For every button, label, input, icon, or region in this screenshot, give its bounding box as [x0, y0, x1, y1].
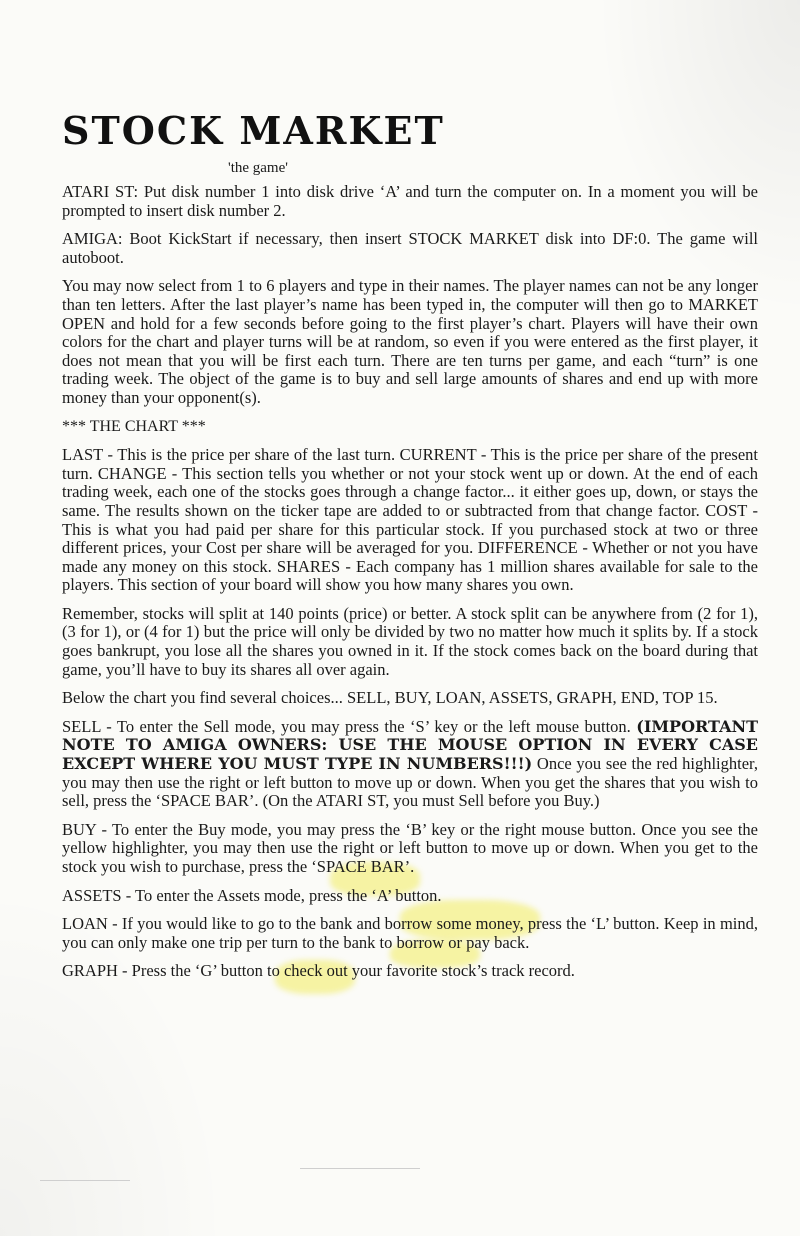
amiga-important-note: (IMPORTANT NOTE TO AMIGA OWNERS: USE THE MOUSE OPTION IN EVERY CASE EXCEPT WHERE YOU MUST TYPE IN NUMBERS!!!)	[62, 716, 759, 774]
footer-rule	[300, 1168, 420, 1169]
chart-heading: *** THE CHART ***	[62, 417, 206, 435]
sell-paragraph	[62, 718, 758, 811]
buy-paragraph: BUY - To enter the Buy mode, you may press the ‘B’ key or the right mouse button. Once you see the yellow highlighter, you may then use the right or left button to move up or down. When you get to the stock you wish to purchase, press the ‘SPACE BAR’.	[62, 819, 758, 876]
manual-body	[62, 183, 758, 991]
chart-description: LAST - This is the price per share of the last turn. CURRENT - This is the price per share of the present turn. CHANGE - This section tells you whether or not your stock went up or down. At the end of each trading week, each one of the stocks goes through a change factor... it either goes up, down, or stays the same. The results shown on the ticker tape are added to or subtracted from that change factor. COST - This is what you had paid per share for this particular stock. If you purchased stock at two or three different prices, your Cost per share will be averaged for you. DIFFERENCE - Whether or not you have made any money on this stock. SHARES - Each company has 1 million shares available for sale to the players. This section of your board will show you how many shares you own.	[62, 445, 758, 595]
choices-paragraph: Below the chart you find several choices... SELL, BUY, LOAN, ASSETS, GRAPH, END, TOP 15.	[62, 688, 718, 708]
assets-paragraph: ASSETS - To enter the Assets mode, press the ‘A’ button.	[62, 885, 442, 905]
graph-paragraph: GRAPH - Press the ‘G’ button to check out your favorite stock’s track record.	[62, 961, 575, 981]
page-title: STOCK MARKET	[62, 108, 445, 153]
loan-paragraph: LOAN - If you would like to go to the bank and borrow some money, press the ‘L’ button. Keep in mind, you can only make one trip per turn to the bank to borrow or pay back.	[62, 914, 758, 952]
page-subtitle: 'the game'	[228, 160, 288, 176]
sell-rest: Once you see the red highlighter, you may then use the right or left button to move up or down. When you get the shares that you wish to sell, press the ‘SPACE BAR’. (On the ATARI ST, you must Sell before you Buy.)	[62, 754, 758, 811]
sell-intro: SELL - To enter the Sell mode, you may press the ‘S’ key or the left mouse button.	[62, 716, 631, 736]
atari-instructions: ATARI ST: Put disk number 1 into disk drive ‘A’ and turn the computer on. In a moment you will be prompted to insert disk number 2.	[62, 182, 758, 220]
footer-rule	[40, 1180, 130, 1181]
stock-split-paragraph: Remember, stocks will split at 140 points (price) or better. A stock split can be anywhere from (2 for 1),(3 for 1), or (4 for 1) but the price will only be divided by two no matter how much it splits by. If a stock goes bankrupt, you lose all the shares you owned in it. If the stock comes back on the board during that game, you’ll have to buy its shares all over again.	[62, 603, 758, 679]
amiga-instructions: AMIGA: Boot KickStart if necessary, then insert STOCK MARKET disk into DF:0. The game will autoboot.	[62, 229, 758, 267]
players-paragraph: You may now select from 1 to 6 players and type in their names. The player names can not be any longer than ten letters. After the last player’s name has been typed in, the computer will then go to MARKET OPEN and hold for a few seconds before going to the first player’s chart. Players will have their own colors for the chart and player turns will be at random, so even if you were entered as the first player, it does not mean that you will be first each turn. There are ten turns per game, and each “turn” is one trading week. The object of the game is to buy and sell large amounts of shares and end up with more money than your opponent(s).	[62, 276, 758, 407]
